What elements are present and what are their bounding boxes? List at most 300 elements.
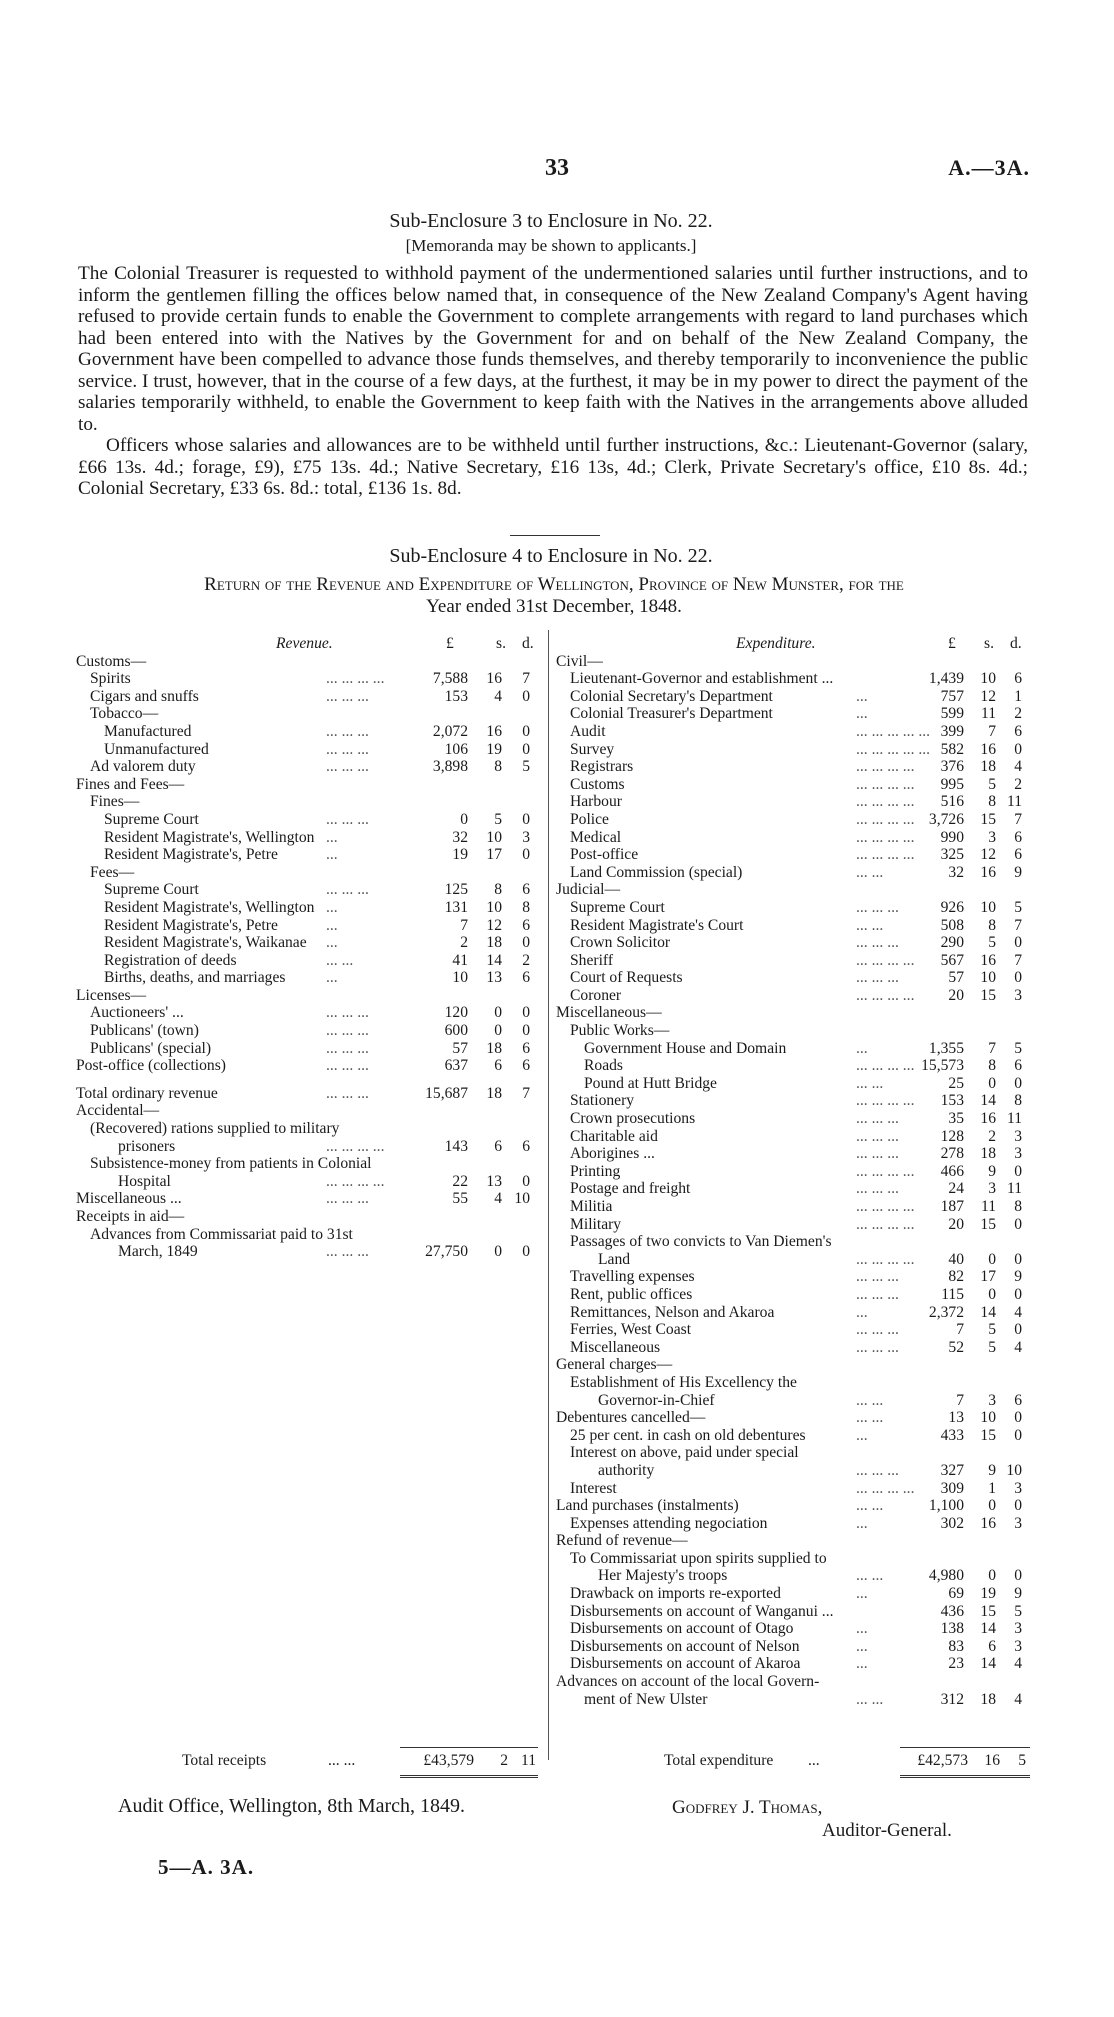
expenditure-row-leader-dots: ... ... ... ... xyxy=(856,1215,915,1233)
expenditure-row-amount xyxy=(900,758,1022,776)
expenditure-row-leader-dots: ... ... xyxy=(856,916,884,934)
expenditure-row-amount-shillings: 0 xyxy=(988,1567,996,1585)
revenue-row-amount-pence: 5 xyxy=(522,758,530,776)
revenue-row-amount-pounds: 15,687 xyxy=(425,1084,468,1102)
revenue-row-label: Fines— xyxy=(90,793,140,811)
revenue-row-amount xyxy=(402,899,530,917)
expenditure-row-amount xyxy=(900,1497,1022,1515)
expenditure-row-amount-pounds: 40 xyxy=(948,1250,964,1268)
expenditure-row-leader-dots: ... ... ... ... ... xyxy=(856,722,931,740)
expenditure-row xyxy=(556,723,1030,741)
expenditure-header-row xyxy=(556,635,1030,653)
expenditure-row xyxy=(556,1620,1030,1638)
revenue-row-amount-shillings: 16 xyxy=(486,722,502,740)
revenue-row xyxy=(76,1040,538,1058)
revenue-row xyxy=(76,846,538,864)
revenue-row-amount-pounds: 106 xyxy=(444,740,468,758)
expenditure-row-amount-shillings: 6 xyxy=(988,1637,996,1655)
expenditure-row-label: Printing xyxy=(570,1162,621,1180)
expenditure-row-amount-pounds: 153 xyxy=(940,1092,964,1110)
expenditure-row-amount-pounds: 990 xyxy=(940,828,964,846)
expenditure-row-amount-pounds: 436 xyxy=(940,1602,964,1620)
sub-enclosure-4-title: Sub-Enclosure 4 to Enclosure in No. 22. xyxy=(389,545,713,567)
expenditure-row-amount-pence: 0 xyxy=(1014,1285,1022,1303)
expenditure-row-leader-dots: ... ... ... xyxy=(856,1268,899,1286)
expenditure-row-amount-shillings: 11 xyxy=(980,1198,996,1215)
expenditure-row-label: Police xyxy=(570,810,609,828)
revenue-row-label: Resident Magistrate's, Petre xyxy=(104,916,278,934)
expenditure-row-amount xyxy=(900,899,1022,917)
expenditure-row-amount-pence: 4 xyxy=(1014,1338,1022,1356)
expenditure-row-leader-dots: ... ... ... ... xyxy=(856,1479,915,1497)
expenditure-row-amount xyxy=(900,1075,1022,1093)
revenue-row-amount xyxy=(402,723,530,741)
revenue-row xyxy=(76,1075,538,1085)
expenditure-row xyxy=(556,1480,1030,1498)
expenditure-row-amount-shillings: 11 xyxy=(980,705,996,723)
expenditure-row-label: Roads xyxy=(584,1057,623,1075)
expenditure-row-amount-pounds: 433 xyxy=(940,1426,964,1444)
expenditure-row-leader-dots: ... ... ... ... xyxy=(856,1198,915,1215)
expenditure-row-label: Advances on account of the local Govern- xyxy=(556,1673,820,1691)
expenditure-row-amount-pounds: 115 xyxy=(941,1285,964,1303)
expenditure-row-amount-pounds: 32 xyxy=(948,863,964,881)
expenditure-shillings-header: s. xyxy=(984,635,994,652)
revenue-row-amount-pounds: 120 xyxy=(444,1004,468,1022)
expenditure-row-amount-pounds: 327 xyxy=(940,1461,964,1479)
expenditure-row-amount-pounds: 52 xyxy=(948,1338,964,1356)
revenue-row xyxy=(76,811,538,829)
expenditure-row-amount-pounds: 7 xyxy=(956,1391,964,1409)
expenditure-row-amount xyxy=(900,969,1022,987)
expenditure-row-label: Registrars xyxy=(570,758,634,776)
revenue-row-label: Resident Magistrate's, Waikanae xyxy=(104,934,307,952)
expenditure-row-amount xyxy=(900,934,1022,952)
revenue-row-amount-shillings: 0 xyxy=(494,1004,502,1022)
expenditure-total-label: Total expenditure xyxy=(664,1752,774,1769)
revenue-row-label: Ad valorem duty xyxy=(90,758,196,776)
expenditure-row-label: Supreme Court xyxy=(570,898,665,916)
revenue-row-amount-shillings: 6 xyxy=(494,1137,502,1155)
revenue-row-label: Births, deaths, and marriages xyxy=(104,969,286,987)
revenue-row-amount-pence: 8 xyxy=(522,898,530,916)
expenditure-row-amount-pence: 1 xyxy=(1014,687,1022,705)
expenditure-row-amount-pounds: 290 xyxy=(940,934,964,952)
revenue-row-label: Total ordinary revenue xyxy=(76,1084,218,1102)
revenue-row-label: Resident Magistrate's, Wellington xyxy=(104,898,315,916)
revenue-row-label: Spirits xyxy=(90,670,131,688)
revenue-row-leader-dots: ... xyxy=(326,969,338,987)
expenditure-row-amount xyxy=(900,1585,1022,1603)
revenue-row-amount xyxy=(402,688,530,706)
expenditure-row xyxy=(556,952,1030,970)
expenditure-row xyxy=(556,1655,1030,1673)
expenditure-row-amount-shillings: 18 xyxy=(980,1690,996,1708)
expenditure-row-amount-pence: 0 xyxy=(1014,1409,1022,1427)
expenditure-row-amount xyxy=(900,846,1022,864)
expenditure-row-amount-pounds: 24 xyxy=(948,1180,964,1198)
expenditure-row-amount xyxy=(900,1092,1022,1110)
expenditure-row-amount xyxy=(900,1409,1022,1427)
section-divider xyxy=(510,535,600,536)
revenue-shillings-header: s. xyxy=(496,635,506,652)
expenditure-row-amount-pence: 0 xyxy=(1014,1321,1022,1339)
expenditure-row-amount xyxy=(900,1163,1022,1181)
expenditure-row xyxy=(556,1392,1030,1410)
revenue-row xyxy=(76,829,538,847)
expenditure-row-label: Lieutenant-Governor and establishment ... xyxy=(570,670,834,688)
expenditure-row-label: Civil— xyxy=(556,652,603,670)
expenditure-row-leader-dots: ... ... ... ... xyxy=(856,986,915,1004)
expenditure-row xyxy=(556,881,1030,899)
expenditure-total-row xyxy=(556,1752,1030,1770)
revenue-row-leader-dots: ... ... ... ... xyxy=(326,1172,385,1190)
expenditure-row-leader-dots: ... xyxy=(856,705,868,723)
expenditure-row-amount-shillings: 0 xyxy=(988,1250,996,1268)
revenue-row-amount-pence: 7 xyxy=(522,670,530,688)
revenue-row-leader-dots: ... xyxy=(326,916,338,934)
expenditure-row xyxy=(556,776,1030,794)
revenue-row-label: Hospital xyxy=(118,1172,171,1190)
expenditure-row-amount-pence: 3 xyxy=(1014,986,1022,1004)
expenditure-total-rule xyxy=(900,1747,1030,1748)
expenditure-row-amount xyxy=(900,1268,1022,1286)
expenditure-row-amount xyxy=(900,1251,1022,1269)
expenditure-row xyxy=(556,917,1030,935)
document-reference: A.—3A. xyxy=(948,155,1030,180)
revenue-total-amount: £43,579 2 11 xyxy=(423,1752,536,1769)
expenditure-row-amount-pence: 11 xyxy=(1006,793,1022,811)
expenditure-row-amount-pounds: 312 xyxy=(940,1690,964,1708)
revenue-row-amount-shillings: 16 xyxy=(486,670,502,688)
expenditure-row-amount xyxy=(900,952,1022,970)
expenditure-row xyxy=(556,1339,1030,1357)
expenditure-row xyxy=(556,811,1030,829)
expenditure-row-label: Refund of revenue— xyxy=(556,1532,688,1550)
expenditure-row-amount-shillings: 3 xyxy=(988,1180,996,1198)
expenditure-row xyxy=(556,1497,1030,1515)
revenue-row-amount-pence: 6 xyxy=(522,1057,530,1075)
expenditure-row-amount-pounds: 302 xyxy=(940,1514,964,1532)
revenue-total-row xyxy=(76,1752,538,1770)
expenditure-pounds-header: £ xyxy=(948,635,956,652)
expenditure-row-amount-pence: 9 xyxy=(1014,863,1022,881)
revenue-row-amount-pounds: 637 xyxy=(444,1057,468,1075)
revenue-row-amount xyxy=(402,917,530,935)
expenditure-row-leader-dots: ... ... xyxy=(856,1690,884,1708)
expenditure-row-label: Passages of two convicts to Van Diemen's xyxy=(570,1233,832,1251)
revenue-row-amount-pence: 0 xyxy=(522,1022,530,1040)
revenue-row-leader-dots: ... ... ... xyxy=(326,758,369,776)
revenue-row-amount-pence: 6 xyxy=(522,916,530,934)
return-title xyxy=(78,574,1030,618)
expenditure-row-amount-pounds: 582 xyxy=(940,740,964,758)
expenditure-row-amount-pounds: 3,726 xyxy=(928,810,964,828)
expenditure-row-amount-pence: 0 xyxy=(1014,1215,1022,1233)
expenditure-row-label: Government House and Domain xyxy=(584,1039,787,1057)
expenditure-row-amount-pence: 4 xyxy=(1014,758,1022,776)
expenditure-row-label: Land purchases (instalments) xyxy=(556,1497,739,1515)
expenditure-row-amount-pence: 0 xyxy=(1014,1426,1022,1444)
revenue-row-leader-dots: ... ... ... xyxy=(326,722,369,740)
revenue-row-amount-pounds: 32 xyxy=(452,828,468,846)
expenditure-row-amount-pounds: 309 xyxy=(940,1479,964,1497)
expenditure-row-amount-pounds: 567 xyxy=(940,951,964,969)
expenditure-row-amount-shillings: 7 xyxy=(988,722,996,740)
expenditure-row-label: Rent, public offices xyxy=(570,1285,693,1303)
revenue-row-label: Auctioneers' ... xyxy=(90,1004,184,1022)
expenditure-row-amount xyxy=(900,1128,1022,1146)
expenditure-row-amount-pence: 2 xyxy=(1014,775,1022,793)
expenditure-row-leader-dots: ... ... ... ... xyxy=(856,775,915,793)
expenditure-row-amount-shillings: 12 xyxy=(980,846,996,864)
expenditure-row xyxy=(556,1198,1030,1216)
expenditure-row-leader-dots: ... ... xyxy=(856,1497,884,1515)
expenditure-row-label: Harbour xyxy=(570,793,622,811)
expenditure-row-label: Public Works— xyxy=(570,1022,670,1040)
expenditure-row-amount-shillings: 0 xyxy=(988,1074,996,1092)
expenditure-row-amount-pounds: 35 xyxy=(948,1110,964,1128)
expenditure-row-amount-shillings: 18 xyxy=(980,1145,996,1163)
expenditure-row xyxy=(556,1585,1030,1603)
revenue-row xyxy=(76,1057,538,1075)
expenditure-row-amount-shillings: 16 xyxy=(980,1110,996,1128)
expenditure-row-amount-pence: 8 xyxy=(1014,1198,1022,1215)
memorandum-paragraph-1: The Colonial Treasurer is requested to withhold payment of the undermentioned salaries until further instructions, and to inform the gentlemen filling the offices below named that, in consequence of the New Zealand Company's Agent having refused to provide certain funds to enable the Government to complete arrangements with regard to land purchases which had been entered into with the Natives by the Government for and on behalf of the New Zealand Company, the Government have been compelled to advance those funds themselves, and thereby temporarily to inconvenience the public service. I trust, however, that in the course of a few days, at the furthest, it may be in my power to direct the payment of the salaries temporarily withheld, to enable the Government to keep faith with the Natives in the arrangements above alluded to. xyxy=(78,263,1028,435)
revenue-row-amount-pence: 0 xyxy=(522,687,530,705)
revenue-row-amount-shillings: 8 xyxy=(494,758,502,776)
expenditure-row-leader-dots: ... xyxy=(856,687,868,705)
expenditure-row-label: Colonial Secretary's Department xyxy=(570,687,773,705)
memorandum-body xyxy=(78,263,1028,500)
expenditure-row-leader-dots: ... ... ... xyxy=(856,1145,899,1163)
expenditure-row-amount xyxy=(900,1286,1022,1304)
expenditure-row-label: Interest on above, paid under special xyxy=(570,1444,799,1462)
expenditure-row-amount-pence: 6 xyxy=(1014,846,1022,864)
expenditure-row-leader-dots: ... ... ... ... ... xyxy=(856,740,931,758)
revenue-row-amount-shillings: 12 xyxy=(486,916,502,934)
expenditure-row-amount-pence: 3 xyxy=(1014,1514,1022,1532)
revenue-row-amount-pence: 0 xyxy=(522,722,530,740)
expenditure-row-amount xyxy=(900,670,1022,688)
expenditure-row xyxy=(556,1004,1030,1022)
expenditure-row xyxy=(556,969,1030,987)
expenditure-row-label: General charges— xyxy=(556,1356,673,1374)
expenditure-row xyxy=(556,1216,1030,1234)
expenditure-row xyxy=(556,1110,1030,1128)
expenditure-row-label: Survey xyxy=(570,740,615,758)
revenue-row-amount-shillings: 8 xyxy=(494,881,502,899)
expenditure-row-amount-shillings: 0 xyxy=(988,1497,996,1515)
revenue-row xyxy=(76,705,538,723)
expenditure-row-label: Crown prosecutions xyxy=(570,1110,696,1128)
expenditure-row-label: Post-office xyxy=(570,846,639,864)
revenue-row-amount-shillings: 6 xyxy=(494,1057,502,1075)
expenditure-row-amount-pence: 6 xyxy=(1014,722,1022,740)
expenditure-row-amount-pounds: 926 xyxy=(940,898,964,916)
revenue-row-leader-dots: ... ... ... xyxy=(326,740,369,758)
revenue-row-label: Accidental— xyxy=(76,1102,160,1120)
expenditure-row-amount-pence: 11 xyxy=(1006,1110,1022,1128)
expenditure-row-amount xyxy=(900,688,1022,706)
expenditure-row xyxy=(556,1409,1030,1427)
expenditure-row xyxy=(556,1145,1030,1163)
expenditure-row xyxy=(556,1550,1030,1568)
expenditure-row-amount xyxy=(900,1057,1022,1075)
expenditure-row-amount-pounds: 995 xyxy=(940,775,964,793)
expenditure-row-label: Crown Solicitor xyxy=(570,934,671,952)
expenditure-row xyxy=(556,688,1030,706)
revenue-row-amount-pounds: 57 xyxy=(452,1039,468,1057)
revenue-row-label: Supreme Court xyxy=(104,810,199,828)
expenditure-row-amount-pounds: 138 xyxy=(940,1620,964,1638)
expenditure-row-amount xyxy=(900,987,1022,1005)
expenditure-row-leader-dots: ... ... ... xyxy=(856,934,899,952)
expenditure-row-label: Disbursements on account of Wanganui ... xyxy=(570,1602,834,1620)
expenditure-row-leader-dots: ... ... xyxy=(856,863,884,881)
expenditure-row-amount-shillings: 3 xyxy=(988,828,996,846)
revenue-row-leader-dots: ... ... xyxy=(326,951,354,969)
expenditure-row-label: Sheriff xyxy=(570,951,614,969)
expenditure-row-amount-pounds: 7 xyxy=(956,1321,964,1339)
expenditure-row-leader-dots: ... xyxy=(856,1620,868,1638)
expenditure-row-label: Travelling expenses xyxy=(570,1268,695,1286)
expenditure-row-label: Medical xyxy=(570,828,622,846)
expenditure-row-label: Remittances, Nelson and Akaroa xyxy=(570,1303,775,1321)
expenditure-row-amount-pounds: 399 xyxy=(940,722,964,740)
expenditure-row-label: Expenses attending negociation xyxy=(570,1514,768,1532)
revenue-row-leader-dots: ... ... ... xyxy=(326,687,369,705)
revenue-row-amount-pounds: 2 xyxy=(460,934,468,952)
revenue-row-label: Registration of deeds xyxy=(104,951,237,969)
expenditure-row-amount xyxy=(900,811,1022,829)
expenditure-row xyxy=(556,1567,1030,1585)
expenditure-row-leader-dots: ... ... ... ... xyxy=(856,1092,915,1110)
expenditure-row-label: Ferries, West Coast xyxy=(570,1321,692,1339)
revenue-row-label: Cigars and snuffs xyxy=(90,687,199,705)
expenditure-row-amount-pence: 9 xyxy=(1014,1585,1022,1603)
expenditure-row xyxy=(556,1163,1030,1181)
expenditure-row-leader-dots: ... ... ... xyxy=(856,898,899,916)
revenue-row-amount xyxy=(402,952,530,970)
revenue-row xyxy=(76,1190,538,1208)
expenditure-row-amount xyxy=(900,1040,1022,1058)
expenditure-row-amount xyxy=(900,1110,1022,1128)
expenditure-row-amount-pounds: 2,372 xyxy=(928,1303,964,1321)
revenue-row xyxy=(76,987,538,1005)
expenditure-row-amount-pounds: 187 xyxy=(940,1198,964,1215)
expenditure-row-amount xyxy=(900,1638,1022,1656)
revenue-row-amount-pence: 10 xyxy=(514,1190,530,1208)
expenditure-row-amount-pence: 10 xyxy=(1006,1461,1022,1479)
revenue-row-amount xyxy=(402,1173,530,1191)
expenditure-row-amount-pounds: 82 xyxy=(948,1268,964,1286)
expenditure-row-amount-shillings: 10 xyxy=(980,1409,996,1427)
expenditure-row-amount xyxy=(900,1567,1022,1585)
expenditure-row xyxy=(556,1532,1030,1550)
revenue-row-label: Miscellaneous ... xyxy=(76,1190,182,1208)
expenditure-row-amount-pence: 0 xyxy=(1014,1074,1022,1092)
expenditure-row-amount-shillings: 2 xyxy=(988,1127,996,1145)
expenditure-row-label: ment of New Ulster xyxy=(584,1690,708,1708)
expenditure-row-amount xyxy=(900,1480,1022,1498)
page-number: 33 xyxy=(545,155,569,181)
revenue-row-label: Tobacco— xyxy=(90,705,159,723)
revenue-row xyxy=(76,1155,538,1173)
revenue-row-amount-pence: 6 xyxy=(522,969,530,987)
expenditure-row-amount xyxy=(900,1216,1022,1234)
audit-office-line: Audit Office, Wellington, 8th March, 1849. xyxy=(118,1795,466,1817)
expenditure-row-amount xyxy=(900,1655,1022,1673)
expenditure-row-amount-pounds: 376 xyxy=(940,758,964,776)
expenditure-row xyxy=(556,1304,1030,1322)
revenue-row-amount xyxy=(402,846,530,864)
expenditure-row-amount-pence: 3 xyxy=(1014,1479,1022,1497)
expenditure-row-amount-shillings: 14 xyxy=(980,1655,996,1673)
expenditure-row-amount-shillings: 15 xyxy=(980,1602,996,1620)
revenue-row-amount-shillings: 14 xyxy=(486,951,502,969)
revenue-row-amount xyxy=(402,1190,530,1208)
expenditure-row-leader-dots: ... xyxy=(856,1514,868,1532)
revenue-row-amount-pounds: 10 xyxy=(452,969,468,987)
revenue-row-amount-pence: 6 xyxy=(522,1039,530,1057)
expenditure-row-amount-pence: 9 xyxy=(1014,1268,1022,1286)
expenditure-row-amount xyxy=(900,1321,1022,1339)
revenue-row-leader-dots: ... ... ... ... xyxy=(326,670,385,688)
expenditure-row-leader-dots: ... ... xyxy=(856,1567,884,1585)
expenditure-row-amount-shillings: 16 xyxy=(980,740,996,758)
expenditure-row-amount xyxy=(900,1339,1022,1357)
expenditure-row-label: Disbursements on account of Akaroa xyxy=(570,1655,801,1673)
return-title-line-2: Year ended 31st December, 1848. xyxy=(426,596,682,617)
expenditure-row xyxy=(556,793,1030,811)
expenditure-row-amount-pounds: 325 xyxy=(940,846,964,864)
signature-name: Godfrey J. Thomas, xyxy=(672,1797,823,1818)
revenue-row-leader-dots: ... ... ... xyxy=(326,1022,369,1040)
expenditure-row-label: Coroner xyxy=(570,986,622,1004)
revenue-row xyxy=(76,917,538,935)
revenue-row-label: Licenses— xyxy=(76,986,147,1004)
expenditure-row-leader-dots: ... ... ... ... xyxy=(856,1162,915,1180)
expenditure-row-amount xyxy=(900,1620,1022,1638)
revenue-row-amount-pounds: 41 xyxy=(452,951,468,969)
expenditure-row-amount-pence: 6 xyxy=(1014,828,1022,846)
expenditure-row-amount-pence: 0 xyxy=(1014,1567,1022,1585)
revenue-row-leader-dots: ... ... ... xyxy=(326,810,369,828)
revenue-row xyxy=(76,688,538,706)
expenditure-row-amount xyxy=(900,1304,1022,1322)
expenditure-row-leader-dots: ... ... ... xyxy=(856,1127,899,1145)
expenditure-row-label: Debentures cancelled— xyxy=(556,1409,706,1427)
revenue-total-dots: ... ... xyxy=(328,1752,356,1769)
revenue-row xyxy=(76,1173,538,1191)
revenue-row-amount-shillings: 18 xyxy=(486,1084,502,1102)
expenditure-row-amount-pence: 0 xyxy=(1014,969,1022,987)
expenditure-row-amount-pounds: 13 xyxy=(948,1409,964,1427)
expenditure-row-leader-dots: ... ... ... xyxy=(856,1461,899,1479)
expenditure-row-amount xyxy=(900,1198,1022,1216)
revenue-row xyxy=(76,793,538,811)
expenditure-row-amount-pence: 8 xyxy=(1014,1092,1022,1110)
expenditure-row xyxy=(556,653,1030,671)
revenue-total-rule xyxy=(400,1747,538,1748)
expenditure-row-label: To Commissariat upon spirits supplied to xyxy=(570,1549,827,1567)
expenditure-row xyxy=(556,934,1030,952)
revenue-row xyxy=(76,758,538,776)
revenue-row-amount xyxy=(402,741,530,759)
expenditure-row xyxy=(556,1356,1030,1374)
expenditure-row-amount-shillings: 10 xyxy=(980,898,996,916)
